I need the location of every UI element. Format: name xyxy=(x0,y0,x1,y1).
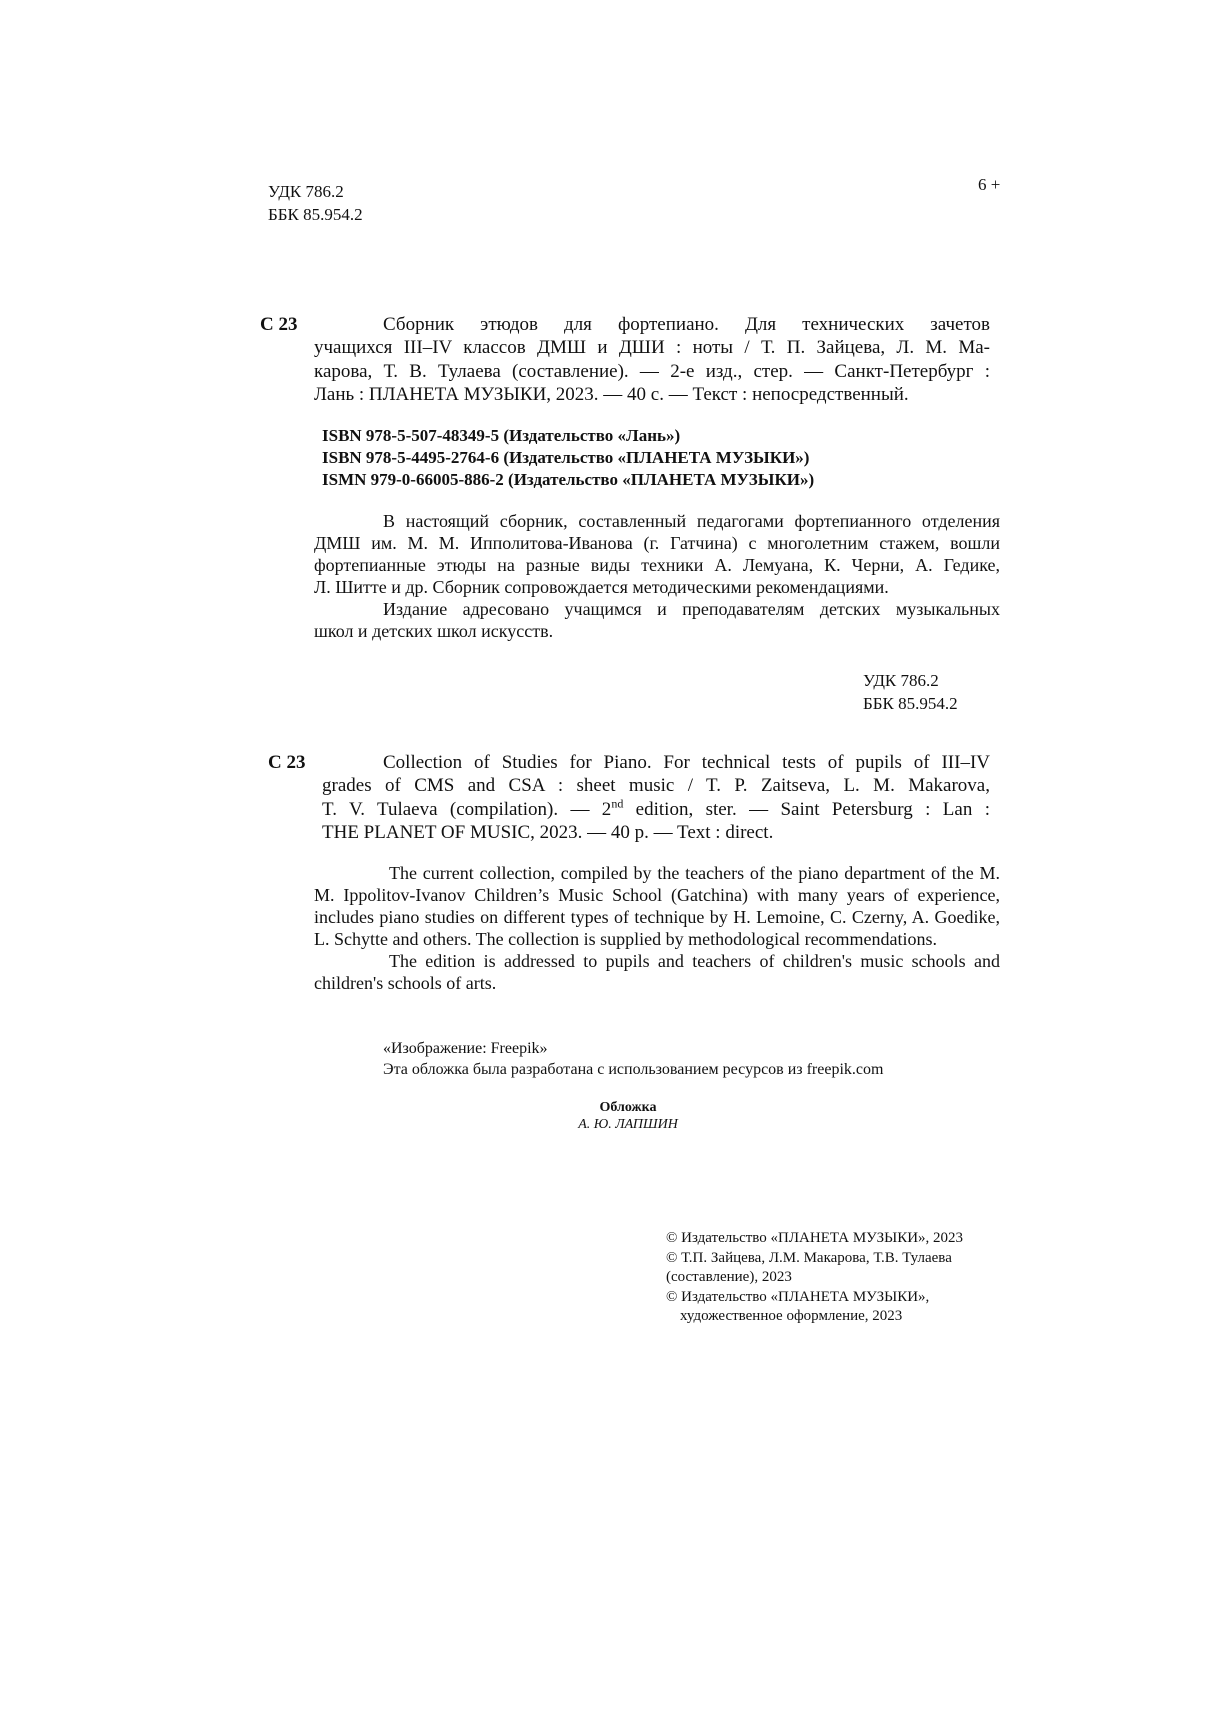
en-entry-line-3-part: edition, ster. — Saint Petersburg : Lan : xyxy=(623,798,990,820)
en-entry-line: THE PLANET OF MUSIC, 2023. — 40 p. — Text : direct. xyxy=(322,821,774,843)
image-credit-line: «Изображение: Freepik» xyxy=(383,1040,548,1057)
cover-artist: А. Ю. ЛАПШИН xyxy=(578,1117,678,1132)
ru-abstract-line: школ и детских школ искусств. xyxy=(314,621,554,641)
copyright-line: (составление), 2023 xyxy=(666,1269,792,1285)
cover-credit xyxy=(528,1099,728,1133)
ru-abstract xyxy=(314,510,1000,642)
en-entry-line: Collection of Studies for Piano. For technical tests of pupils of III–IV xyxy=(383,752,990,773)
udk-code: УДК 786.2 xyxy=(268,182,344,201)
en-abstract-paragraph: The current collection, compiled by the teachers of the piano department of the M. M. Ippolitov-Ivanov Children’s Music School (Gatchina) with many years of experience, includes piano studies on different types of technique by H. Lemoine, C. Czerny, A. Goedike, L. Schytte and others. The collection is supplied by methodological recommendations. xyxy=(314,863,1000,949)
en-abstract-paragraph: The edition is addressed to pupils and teachers of children's music schools and children's schools of arts. xyxy=(314,951,1000,993)
bbk-code: ББК 85.954.2 xyxy=(268,205,363,224)
ru-entry-line: карова, Т. В. Тулаева (составление). — 2-е изд., стер. — Санкт-Петербург : xyxy=(314,360,990,382)
copyright-line: © Издательство «ПЛАНЕТА МУЗЫКИ», xyxy=(666,1288,930,1305)
ru-bibliographic-entry xyxy=(314,313,990,406)
bbk-code: ББК 85.954.2 xyxy=(863,694,958,713)
cover-label: Обложка xyxy=(599,1100,657,1115)
image-credit xyxy=(383,1038,883,1080)
isbn-planet: ISBN 978-5-4495-2764-6 (Издательство «ПЛАНЕТА МУЗЫКИ») xyxy=(322,448,810,467)
ru-abstract-line: Издание адресовано учащимся и преподавателям детских музыкальных xyxy=(383,599,1000,619)
ru-abstract-line: Л. Шитте и др. Сборник сопровождается методическими рекомендациями. xyxy=(314,577,889,597)
ordinal-suffix: nd xyxy=(611,796,624,811)
en-entry-line-3-part: T. V. Tulaeva (compilation). — 2 xyxy=(322,798,612,820)
ru-entry-line: Лань : ПЛАНЕТА МУЗЫКИ, 2023. — 40 с. — Текст : непосредственный. xyxy=(314,383,909,405)
classification-right xyxy=(863,669,958,715)
copyright-block xyxy=(666,1229,963,1327)
identifiers-block xyxy=(322,425,814,491)
ru-abstract-line: ДМШ им. М. М. Ипполитова-Иванова (г. Гатчина) с многолетним стажем, вошли xyxy=(314,533,1000,553)
copyright-line: © Т.П. Зайцева, Л.М. Макарова, Т.В. Тулаева xyxy=(666,1249,952,1266)
copyright-line: художественное оформление, 2023 xyxy=(680,1308,903,1324)
en-entry-line-3 xyxy=(322,798,990,821)
ru-entry-code: С 23 xyxy=(260,314,298,335)
ru-entry-line: учащихся III–IV классов ДМШ и ДШИ : ноты / Т. П. Зайцева, Л. М. Ма- xyxy=(314,337,990,359)
classification-header xyxy=(268,180,363,226)
en-entry-code: С 23 xyxy=(268,752,306,773)
isbn-lan: ISBN 978-5-507-48349-5 (Издательство «Лань») xyxy=(322,426,681,445)
image-credit-line: Эта обложка была разработана с использованием ресурсов из freepik.com xyxy=(383,1061,884,1078)
copyright-line: © Издательство «ПЛАНЕТА МУЗЫКИ», 2023 xyxy=(666,1230,964,1246)
en-bibliographic-entry xyxy=(322,751,990,844)
ru-entry-line: Сборник этюдов для фортепиано. Для технических зачетов xyxy=(383,314,990,335)
en-entry-line: grades of CMS and CSA : sheet music / T. P. Zaitseva, L. M. Makarova, xyxy=(322,775,990,797)
ismn-planet: ISMN 979-0-66005-886-2 (Издательство «ПЛАНЕТА МУЗЫКИ») xyxy=(322,470,815,489)
udk-code: УДК 786.2 xyxy=(863,671,939,690)
en-abstract xyxy=(314,862,1000,994)
age-rating: 6 + xyxy=(978,175,1001,194)
ru-abstract-line: фортепианные этюды на разные виды техники А. Лемуана, К. Черни, А. Гедике, xyxy=(314,555,1000,575)
ru-abstract-line: В настоящий сборник, составленный педагогами фортепианного отделения xyxy=(383,511,1000,531)
